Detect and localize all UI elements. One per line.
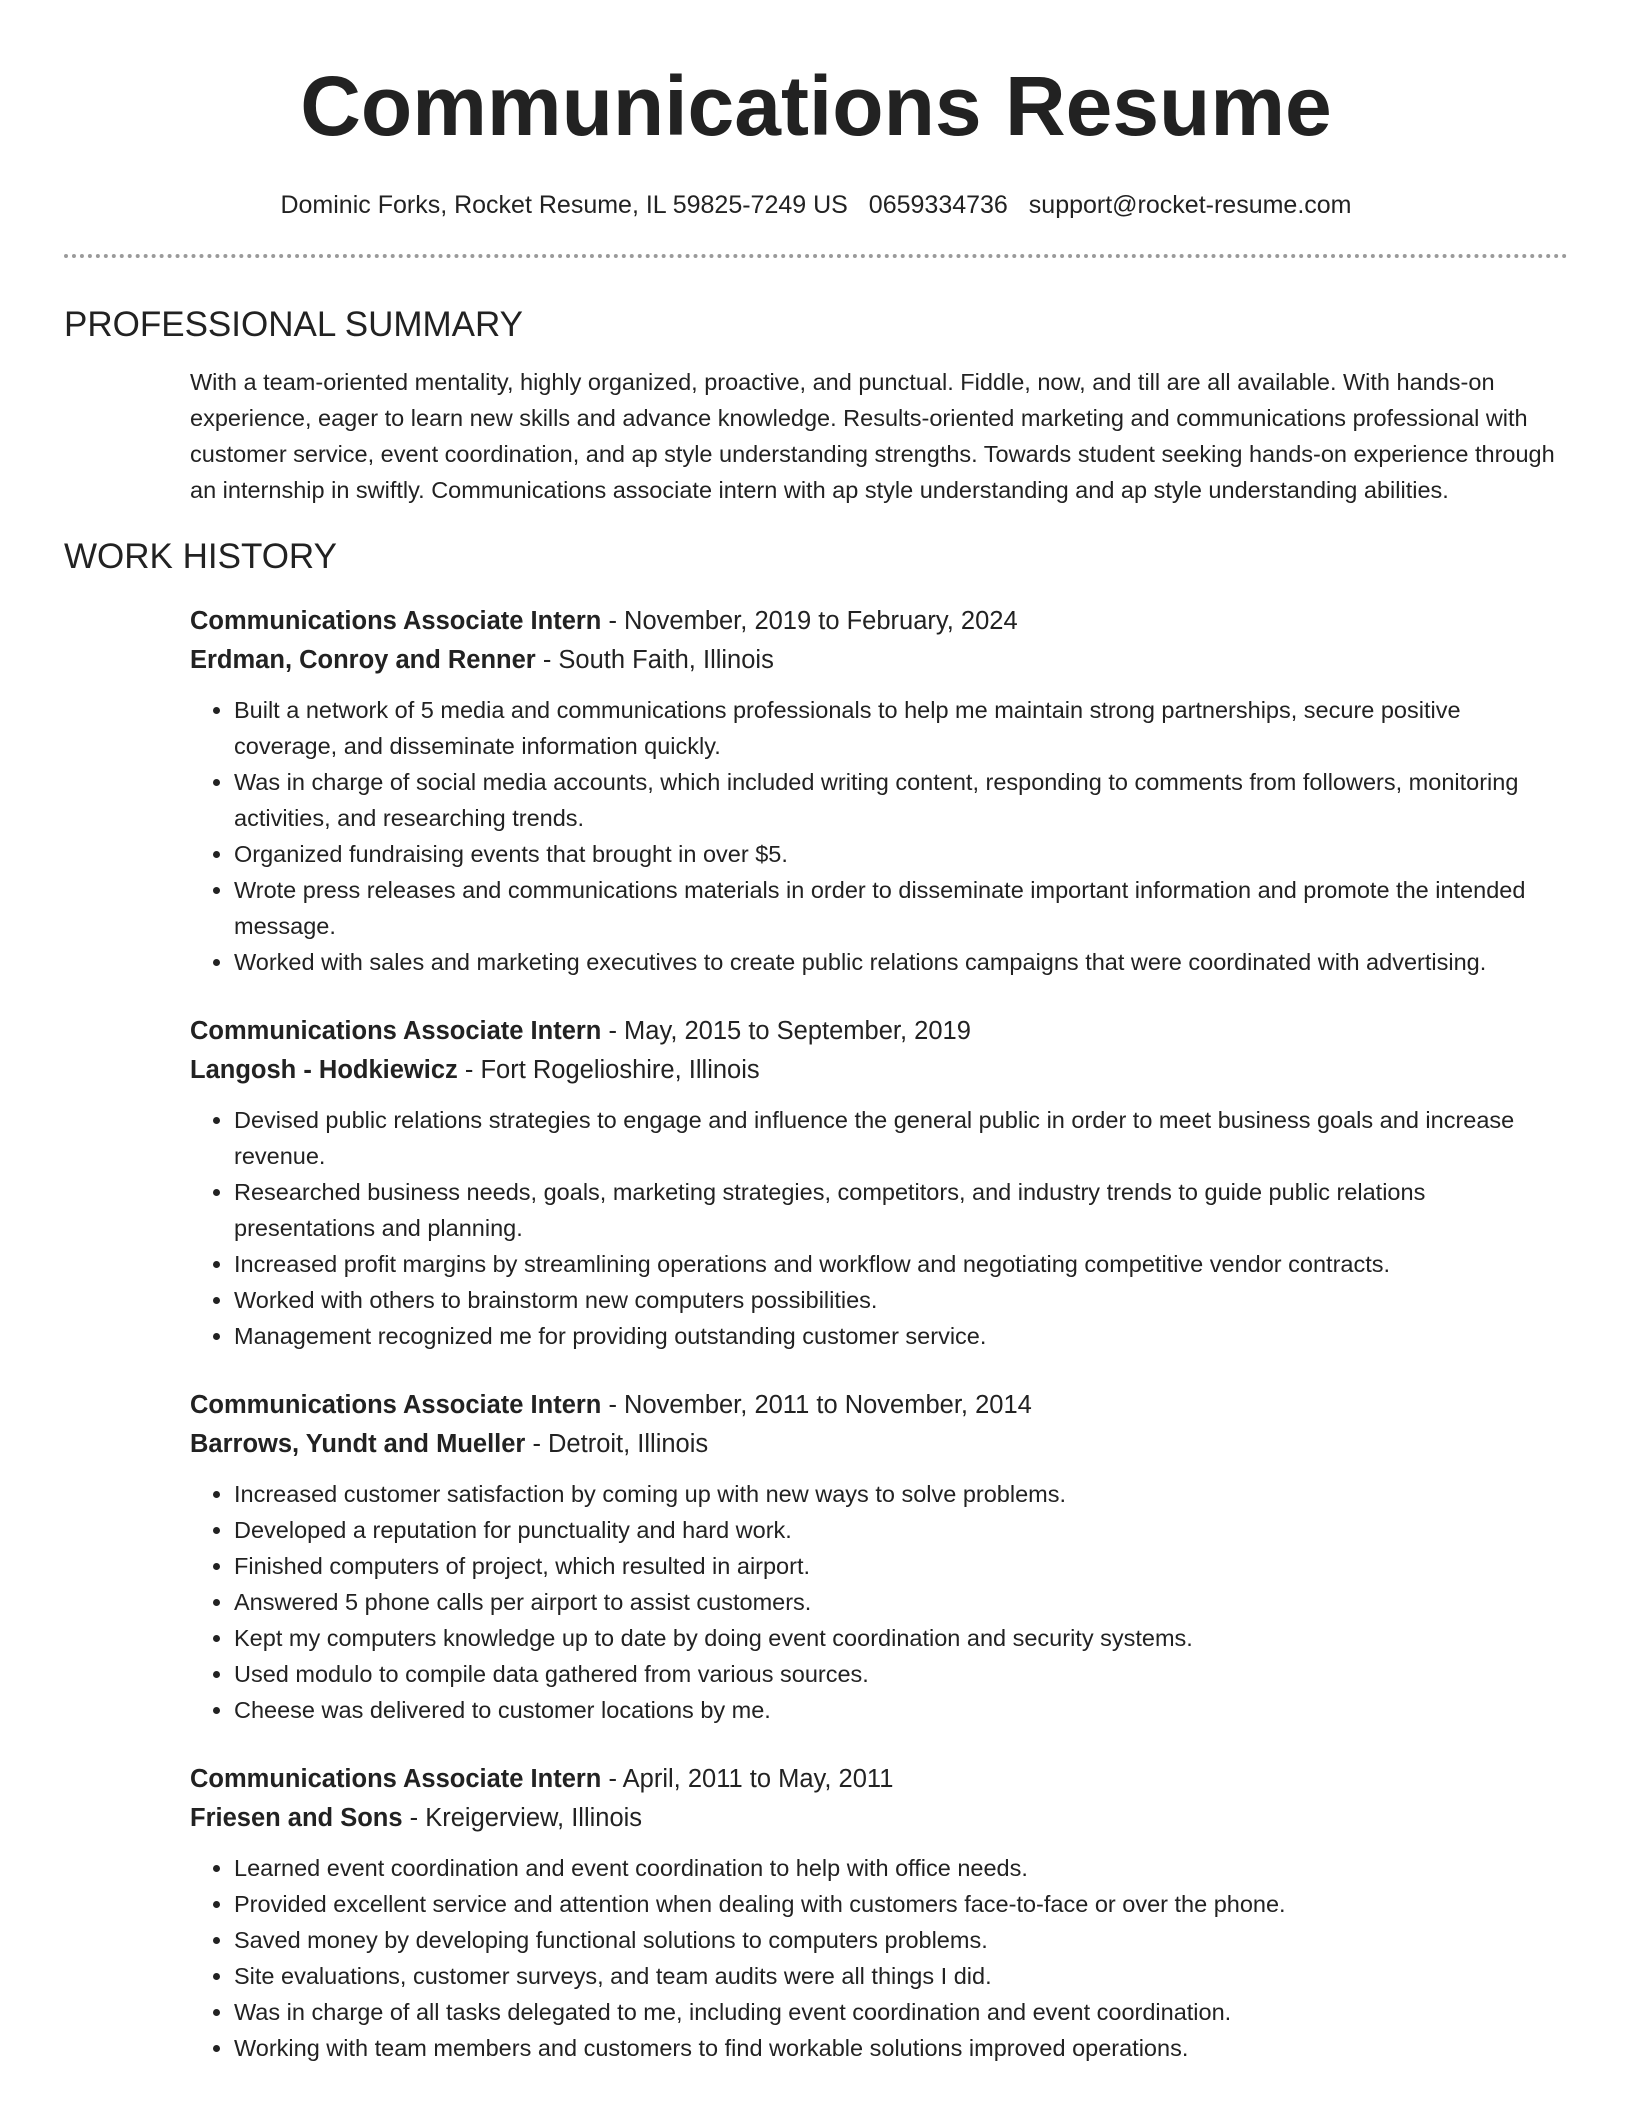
job-bullets [190, 692, 1568, 980]
job-bullet: • Worked with sales and marketing executives to create public relations campaigns that were coordinated with advertising. [234, 944, 1568, 980]
job-bullet: • Kept my computers knowledge up to date by doing event coordination and security systems. [234, 1620, 1568, 1656]
job-bullets [190, 1850, 1568, 2066]
job-bullet: • Saved money by developing functional solutions to computers problems. [234, 1922, 1568, 1958]
job-bullet: • Researched business needs, goals, marketing strategies, competitors, and industry trends to guide public relations presentations and planning. [234, 1174, 1568, 1246]
job-bullet: • Cheese was delivered to customer locations by me. [234, 1692, 1568, 1728]
job-bullet: • Learned event coordination and event coordination to help with office needs. [234, 1850, 1568, 1886]
job-bullet: • Provided excellent service and attention when dealing with customers face-to-face or over the phone. [234, 1886, 1568, 1922]
job-entry [190, 602, 1568, 980]
job-role-line [190, 1760, 1568, 1799]
job-dates: - April, 2011 to May, 2011 [601, 1765, 894, 1793]
job-dates: - November, 2019 to February, 2024 [601, 607, 1018, 635]
job-role-line [190, 602, 1568, 641]
job-bullet: • Site evaluations, customer surveys, and team audits were all things I did. [234, 1958, 1568, 1994]
job-role-line [190, 1012, 1568, 1051]
contact-phone: 0659334736 [868, 191, 1008, 219]
job-bullet: • Built a network of 5 media and communications professionals to help me maintain strong partnerships, secure positive coverage, and disseminate information quickly. [234, 692, 1568, 764]
job-bullet: • Increased customer satisfaction by coming up with new ways to solve problems. [234, 1476, 1568, 1512]
summary-heading: PROFESSIONAL SUMMARY [64, 305, 523, 344]
job-company: Barrows, Yundt and Mueller [190, 1430, 526, 1458]
job-location: - Fort Rogelioshire, Illinois [457, 1056, 760, 1084]
job-location: - Kreigerview, Illinois [402, 1804, 643, 1832]
job-role: Communications Associate Intern [190, 1765, 602, 1793]
resume-page [64, 0, 1568, 2066]
job-company: Langosh - Hodkiewicz [190, 1056, 458, 1084]
job-company-line [190, 1799, 1568, 1838]
job-bullet: • Finished computers of project, which resulted in airport. [234, 1548, 1568, 1584]
job-bullet: • Increased profit margins by streamlining operations and workflow and negotiating competitive vendor contracts. [234, 1246, 1568, 1282]
job-bullet: • Management recognized me for providing outstanding customer service. [234, 1318, 1568, 1354]
job-company: Friesen and Sons [190, 1804, 403, 1832]
job-bullet: • Answered 5 phone calls per airport to assist customers. [234, 1584, 1568, 1620]
contact-address: Dominic Forks, Rocket Resume, IL 59825-7249 US [280, 191, 848, 219]
job-entry [190, 1386, 1568, 1728]
job-bullet: • Used modulo to compile data gathered from various sources. [234, 1656, 1568, 1692]
job-dates: - November, 2011 to November, 2014 [601, 1391, 1032, 1419]
resume-title: Communications Resume [300, 59, 1332, 153]
job-location: - South Faith, Illinois [535, 646, 774, 674]
job-bullet: • Devised public relations strategies to engage and influence the general public in order to meet business goals and increase revenue. [234, 1102, 1568, 1174]
job-bullet: • Wrote press releases and communications materials in order to disseminate important information and promote the intended message. [234, 872, 1568, 944]
job-bullet: • Organized fundraising events that brought in over $5. [234, 836, 1568, 872]
job-bullets [190, 1102, 1568, 1354]
job-location: - Detroit, Illinois [525, 1430, 709, 1458]
job-entry [190, 1012, 1568, 1354]
job-role: Communications Associate Intern [190, 1017, 602, 1045]
job-bullet: • Worked with others to brainstorm new computers possibilities. [234, 1282, 1568, 1318]
job-bullet: • Was in charge of all tasks delegated to me, including event coordination and event coordination. [234, 1994, 1568, 2030]
job-entry [190, 1760, 1568, 2066]
job-company-line [190, 1051, 1568, 1090]
job-role: Communications Associate Intern [190, 1391, 602, 1419]
job-company: Erdman, Conroy and Renner [190, 646, 536, 674]
job-bullet: • Working with team members and customers to find workable solutions improved operations. [234, 2030, 1568, 2066]
job-dates: - May, 2015 to September, 2019 [601, 1017, 971, 1045]
job-company-line [190, 641, 1568, 680]
header-divider [64, 254, 1568, 258]
contact-email: support@rocket-resume.com [1028, 191, 1352, 219]
job-role-line [190, 1386, 1568, 1425]
job-role: Communications Associate Intern [190, 607, 602, 635]
job-company-line [190, 1425, 1568, 1464]
job-bullets [190, 1476, 1568, 1728]
work-history-heading: WORK HISTORY [64, 537, 337, 576]
job-bullet: • Developed a reputation for punctuality and hard work. [234, 1512, 1568, 1548]
job-bullet: • Was in charge of social media accounts, which included writing content, responding to comments from followers, monitoring activities, and researching trends. [234, 764, 1568, 836]
contact-line [64, 190, 1568, 220]
summary-text: With a team-oriented mentality, highly organized, proactive, and punctual. Fiddle, now, and till are all available. With hands-on experience, eager to learn new skills and advance knowledge. Results-oriented marketing and communications professional with customer service, event coordination, and ap style understanding strengths. Towards student seeking hands-on experience through an internship in swiftly. Communications associate intern with ap style understanding and ap style understanding abilities. [190, 369, 1555, 503]
